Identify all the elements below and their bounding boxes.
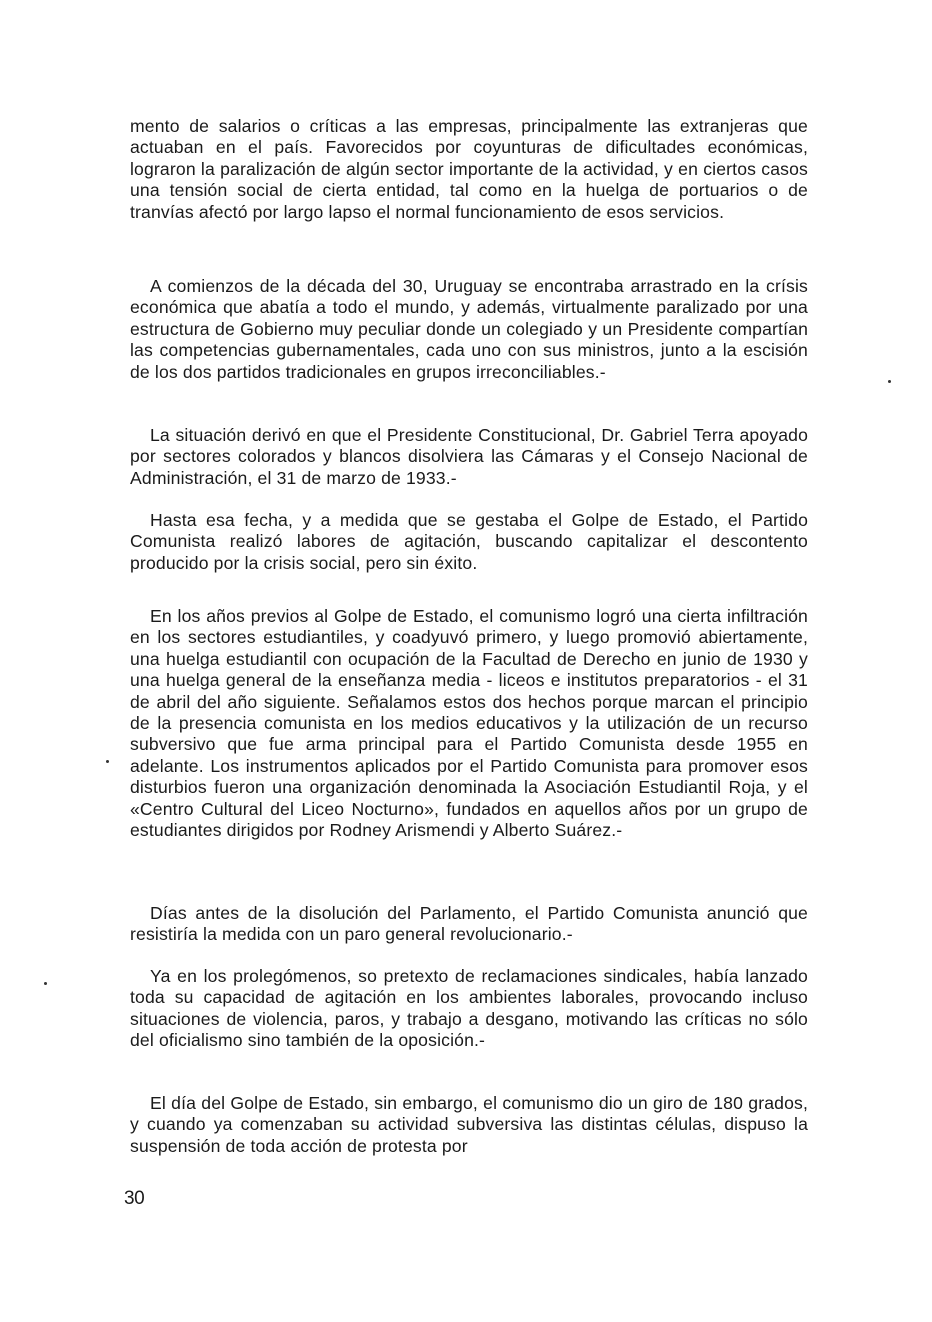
paragraph-3 [130,425,808,489]
page-number: 30 [124,1188,145,1209]
scan-speck [44,982,47,985]
paragraph-6 [130,903,808,946]
scan-speck [888,380,891,383]
paragraph-7 [130,966,808,1052]
paragraph-8 [130,1093,808,1157]
paragraph-4-text: Hasta esa fecha, y a medida que se gestaba el Golpe de Estado, el Partido Comunista realizó labores de agitación, buscando capitalizar el descontento producido por la crisis social, pero sin éxito. [130,510,808,573]
paragraph-1-text: mento de salarios o críticas a las empresas, principalmente las extranjeras que actuaban en el país. Favorecidos por coyunturas de dificultades económicas, lograron la paralización de algún sector importante de la actividad, y en ciertos casos una tensión social de cierta entidad, tal como en la huelga de portuarios o de tranvías afectó por largo lapso el normal funcionamiento de esos servicios. [130,116,808,222]
scan-speck [106,760,109,763]
paragraph-6-text: Días antes de la disolución del Parlamento, el Partido Comunista anunció que resistiría la medida con un paro general revolucionario.- [130,903,808,945]
paragraph-5 [130,606,808,841]
paragraph-5-text: En los años previos al Golpe de Estado, el comunismo logró una cierta infiltración en los sectores estudiantiles, y coadyuvó primero, y luego promovió abiertamente, una huelga estudiantil con ocupación de la Facultad de Derecho en junio de 1930 y una huelga general de la enseñanza media - liceos e institutos preparatorios - el 31 de abril del año siguiente. Señalamos estos dos hechos porque marcan el principio de la presencia comunista en los medios educativos y la utilización de un recurso subversivo que fue arma principal para el Partido Comunista desde 1955 en adelante. Los instrumentos aplicados por el Partido Comunista para promover esos disturbios fueron una organización denominada la Asociación Estudiantil Roja, y el «Centro Cultural del Liceo Nocturno», fundados en aquellos años por un grupo de estudiantes dirigidos por Rodney Arismendi y Alberto Suárez.- [130,606,808,841]
paragraph-4 [130,510,808,574]
paragraph-1 [130,116,808,223]
paragraph-8-text: El día del Golpe de Estado, sin embargo, el comunismo dio un giro de 180 grados, y cuando ya comenzaban su actividad subversiva las distintas células, dispuso la suspensión de toda acción de protesta por [130,1093,808,1156]
paragraph-2-text: A comienzos de la década del 30, Uruguay se encontraba arrastrado en la crísis económica que abatía a todo el mundo, y además, virtualmente paralizado por una estructura de Gobierno muy peculiar donde un colegiado y un Presidente compartían las competencias gubernamentales, cada uno con sus ministros, junto a la escisión de los dos partidos tradicionales en grupos irreconciliables.- [130,276,808,382]
paragraph-2 [130,276,808,383]
paragraph-7-text: Ya en los prolegómenos, so pretexto de reclamaciones sindicales, había lanzado toda su capacidad de agitación en los ambientes laborales, provocando incluso situaciones de violencia, paros, y trabajo a desgano, motivando las críticas no sólo del oficialismo sino también de la oposición.- [130,966,808,1051]
paragraph-3-text: La situación derivó en que el Presidente Constitucional, Dr. Gabriel Terra apoyado por sectores colorados y blancos disolviera las Cámaras y el Consejo Nacional de Administración, el 31 de marzo de 1933.- [130,425,808,488]
